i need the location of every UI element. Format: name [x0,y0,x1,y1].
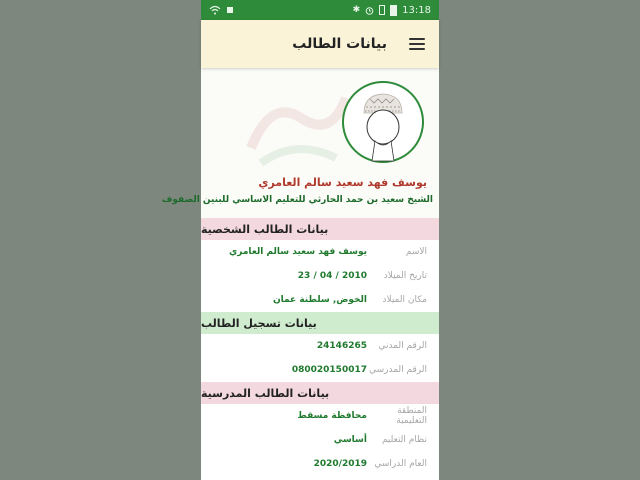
app-bar [201,20,439,68]
student-profile-card [161,68,439,218]
row-label: الرقم المدرسي [369,365,427,375]
phone-screen [161,0,439,480]
row-value: أساسي [333,435,367,445]
student-name: يوسف فهد سعيد سالم العامري [258,176,427,189]
wifi-icon [209,5,221,15]
row-value: 2020/2019 [313,459,367,469]
row-label: العام الدراسي [374,459,427,469]
row-value: الخوض, سلطنة عمان [272,295,367,305]
row-value: يوسف فهد سعيد سالم العامري [229,247,367,257]
row-label: تاريخ الميلاد [383,271,427,281]
watermark-logo [241,78,351,168]
status-left [209,5,233,15]
row-value: 23 / 04 / 2010 [297,271,367,281]
row-name [201,240,439,264]
battery-saver-icon [227,7,233,13]
section-registration-header: بيانات تسجيل الطالب [201,312,439,334]
menu-icon[interactable] [409,38,425,50]
row-education-system [201,428,439,452]
row-value: 080020150017 [291,365,367,375]
row-school-number [201,358,439,382]
section-personal-header: بيانات الطالب الشخصية [201,218,439,240]
row-value: محافظة مسقط [297,411,367,421]
status-bar [201,0,439,20]
row-birth-place [201,288,439,312]
status-time: 13:18 [402,4,431,16]
row-label: مكان الميلاد [382,295,427,305]
status-right [353,5,431,16]
page-title: بيانات الطالب [292,36,387,52]
battery-icon [390,5,397,16]
row-civil-number [201,334,439,358]
row-label: الاسم [405,247,427,257]
school-name: الشيخ سعيد بن حمد الحارثي للتعليم الاساسي للبنين الصفوف [161,195,433,205]
row-label: المنطقة التعليمية [396,406,427,426]
bluetooth-icon: ✱ [352,5,361,15]
student-photo [342,81,424,163]
row-educational-region [201,404,439,428]
alarm-icon [365,6,374,15]
section-school-header: بيانات الطالب المدرسية [201,382,439,404]
row-value: 24146265 [316,341,367,351]
row-academic-year [201,452,439,476]
row-birth-date [201,264,439,288]
row-label: الرقم المدني [378,341,427,351]
student-avatar-icon [344,83,422,161]
vibrate-icon [379,5,385,15]
row-label: نظام التعليم [381,435,427,445]
